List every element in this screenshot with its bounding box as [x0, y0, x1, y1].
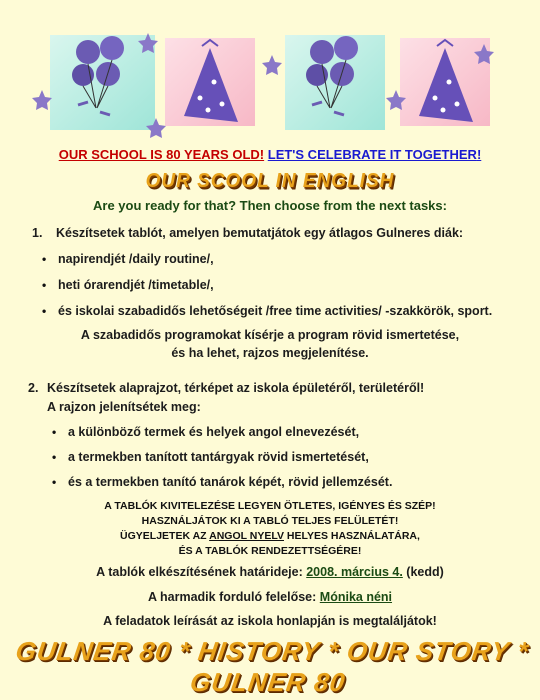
party-hat-icon [400, 38, 490, 126]
instruction-line-3-post: HELYES HASZNÁLATÁRA, [284, 530, 420, 542]
bullet-icon: • [42, 252, 47, 266]
responsible-label: A harmadik forduló felelőse: [147, 590, 320, 604]
instruction-line-4: ÉS A TABLÓK RENDEZETTSÉGÉRE! [178, 545, 362, 557]
instruction-line-3-pre: ÜGYELJETEK AZ [120, 530, 210, 542]
task2-text: Készítsetek alaprajzot, térképet az iskola épületéről, területéről! [47, 381, 425, 395]
instruction-line-2: HASZNÁLJÁTOK KI A TABLÓ TELJES FELÜLETÉT! [141, 515, 399, 527]
bullet-icon: • [42, 278, 47, 292]
headline-part1: OUR SCHOOL IS 80 YEARS OLD! [58, 147, 265, 162]
task2-bullet-1: a különböző termek és helyek angol elnevezését, [68, 425, 360, 439]
task1-number: 1. [32, 226, 43, 240]
deadline-label: A tablók elkészítésének határideje: [96, 565, 307, 579]
headline [0, 147, 540, 162]
responsible-name: Mónika néni [319, 590, 393, 604]
bullet-icon: • [52, 425, 57, 439]
task1-bullet-1: napirendjét /daily routine/, [58, 252, 214, 266]
instruction-line-3 [0, 529, 540, 544]
headline-part2: LET'S CELEBRATE IT TOGETHER [267, 147, 477, 162]
balloons-icon [285, 35, 385, 130]
footer-banner: GULNER 80 * HISTORY * OUR STORY * GULNER 80 [13, 636, 531, 697]
deadline-line [0, 565, 540, 579]
task2-number: 2. [28, 381, 39, 395]
instructions-block [0, 499, 540, 559]
website-note: A feladatok leírását az iskola honlapján is megtaláljátok! [103, 614, 437, 628]
party-hat-icon [165, 38, 255, 126]
banner-title: OUR SCOOL IN ENGLISH [145, 170, 395, 193]
task2-subtext: A rajzon jelenítsétek meg: [47, 400, 201, 414]
deadline-date: 2008. március 4. [306, 565, 403, 579]
task1-text: Készítsetek tablót, amelyen bemutatjátok egy átlagos Gulneres diák: [56, 226, 464, 240]
bullet-icon: • [52, 450, 57, 464]
task1-bullet-3: és iskolai szabadidős lehetőségeit /free time activities/ -szakkörök, sport. [58, 304, 493, 318]
task1-note-line2: és ha lehet, rajzos megjelenítése. [171, 346, 369, 360]
instruction-line-1: A TABLÓK KIVITELEZÉSE LEGYEN ÖTLETES, IGÉNYES ÉS SZÉP! [104, 500, 436, 512]
instruction-line-3-underlined: ANGOL NYELV [209, 530, 284, 542]
bullet-icon: • [52, 475, 57, 489]
responsible-line [0, 590, 540, 604]
balloons-icon [50, 35, 155, 130]
headline-part3: ! [476, 147, 482, 162]
party-clipart-banner [0, 0, 540, 140]
task1-note-line1: A szabadidős programokat kísérje a program rövid ismertetése, [80, 328, 460, 342]
deadline-day: (kedd) [402, 565, 444, 579]
task1-bullet-2: heti órarendjét /timetable/, [58, 278, 214, 292]
bullet-icon: • [42, 304, 47, 318]
task2-bullet-2: a termekben tanított tantárgyak rövid ismertetését, [68, 450, 369, 464]
intro-text: Are you ready for that? Then choose from the next tasks: [93, 198, 447, 213]
task2-bullet-3: és a termekben tanító tanárok képét, rövid jellemzését. [68, 475, 393, 489]
